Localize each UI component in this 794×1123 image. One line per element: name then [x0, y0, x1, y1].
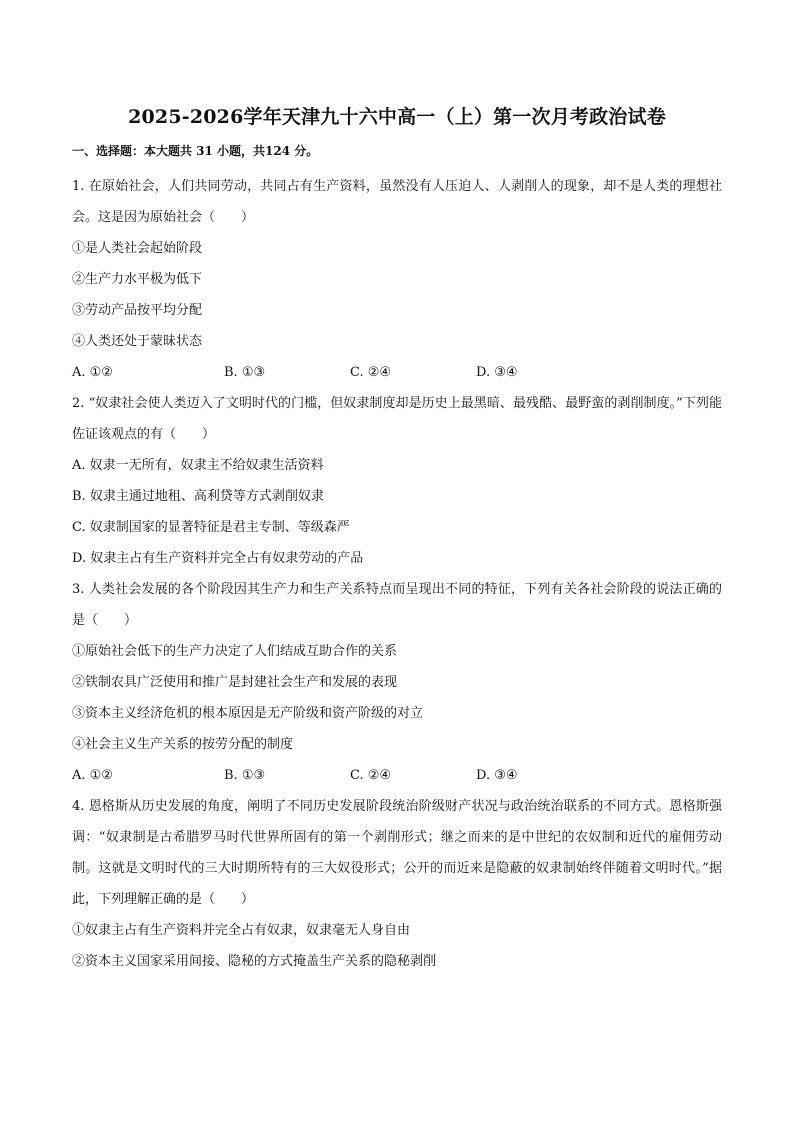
question-3-statement-4: ④社会主义生产关系的按劳分配的制度: [72, 737, 294, 752]
question-4: [72, 791, 722, 977]
question-2-stem: 2. “奴隶社会使人类迈入了文明时代的门槛，但奴隶制度却是历史上最黑暗、最残酷、最野蛮的剥削制度。”下列能佐证该观点的有（ ）: [72, 396, 722, 442]
question-3-statement-3: ③资本主义经济危机的根本原因是无产阶级和资产阶级的对立: [72, 706, 424, 721]
exam-page: [72, 104, 722, 977]
question-1-statement-3: ③劳动产品按平均分配: [72, 303, 203, 318]
question-1: [72, 171, 722, 388]
question-2-option-c: C. 奴隶制国家的显著特征是君主专制、等级森严: [72, 520, 350, 535]
question-1-option-a: A. ①②: [72, 365, 113, 380]
question-1-statement-2: ②生产力水平极为低下: [72, 272, 203, 287]
question-1-option-c: C. ②④: [350, 365, 392, 380]
question-3-statement-2: ②铁制农具广泛使用和推广是封建社会生产和发展的表现: [72, 675, 398, 690]
question-2-option-b: B. 奴隶主通过地租、高利贷等方式剥削奴隶: [72, 489, 324, 504]
question-4-statement-1: ①奴隶主占有生产资料并完全占有奴隶，奴隶毫无人身自由: [72, 923, 411, 938]
section-heading: 一、选择题：本大题共 31 小题，共124 分。: [72, 144, 319, 158]
question-3: [72, 574, 722, 791]
question-3-option-b: B. ①③: [224, 768, 266, 783]
question-4-statement-2: ②资本主义国家采用间接、隐秘的方式掩盖生产关系的隐秘剥削: [72, 954, 437, 969]
question-3-options: [72, 760, 722, 791]
question-2-option-a: A. 奴隶一无所有，奴隶主不给奴隶生活资料: [72, 458, 324, 473]
question-3-stem: 3. 人类社会发展的各个阶段因其生产力和生产关系特点而呈现出不同的特征，下列有关各社会阶段的说法正确的是（ ）: [72, 582, 722, 628]
question-2: [72, 388, 722, 574]
question-1-statement-1: ①是人类社会起始阶段: [72, 241, 203, 256]
question-4-stem: 4. 恩格斯从历史发展的角度，阐明了不同历史发展阶段统治阶级财产状况与政治统治联系的不同方式。恩格斯强调：“奴隶制是古希腊罗马时代世界所固有的第一个剥削形式；继之而来的是中世纪的农奴制和近代的雇佣劳动制。这就是文明时代的三大时期所特有的三大奴役形式；公开的而近来是隐蔽的奴隶制始终伴随着文明时代。”据此，下列理解正确的是（ ）: [72, 799, 722, 907]
question-1-options: [72, 357, 722, 388]
question-1-statement-4: ④人类还处于蒙昧状态: [72, 334, 203, 349]
question-1-stem: 1. 在原始社会，人们共同劳动，共同占有生产资料，虽然没有人压迫人、人剥削人的现象，却不是人类的理想社会。这是因为原始社会（ ）: [72, 179, 722, 225]
question-3-option-a: A. ①②: [72, 768, 113, 783]
exam-title: 2025-2026学年天津九十六中高一（上）第一次月考政治试卷: [128, 106, 666, 128]
question-3-option-d: D. ③④: [476, 768, 518, 783]
question-3-statement-1: ①原始社会低下的生产力决定了人们结成互助合作的关系: [72, 644, 398, 659]
question-1-option-b: B. ①③: [224, 365, 266, 380]
question-3-option-c: C. ②④: [350, 768, 392, 783]
question-2-option-d: D. 奴隶主占有生产资料并完全占有奴隶劳动的产品: [72, 551, 364, 566]
question-1-option-d: D. ③④: [476, 365, 518, 380]
